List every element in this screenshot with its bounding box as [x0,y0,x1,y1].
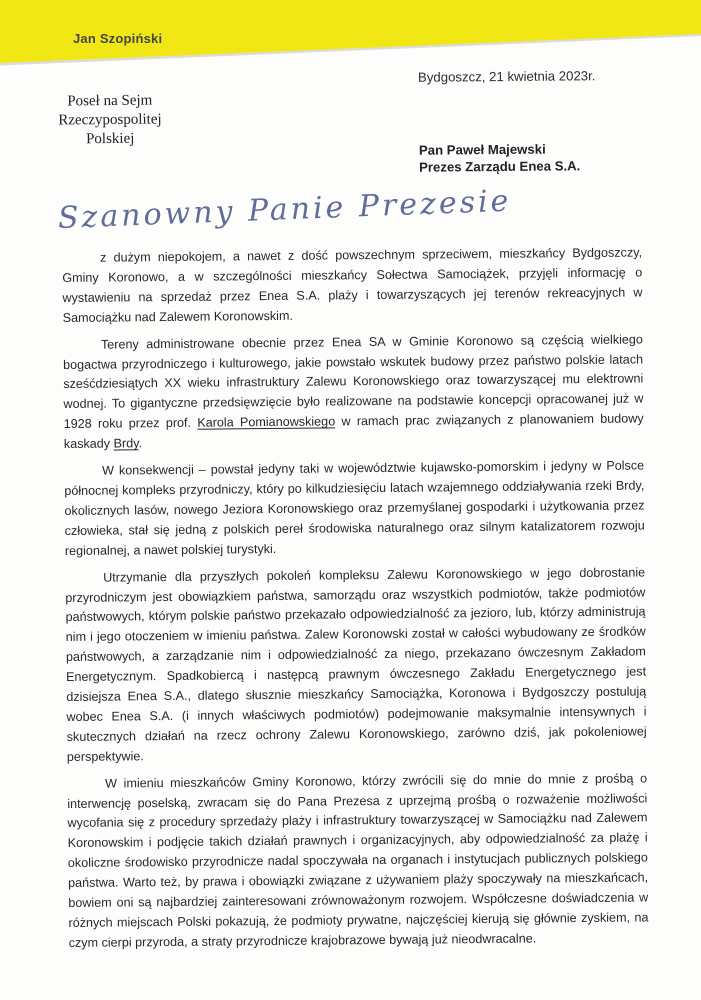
recipient-title: Prezes Zarządu Enea S.A. [419,157,581,175]
paragraph-1 [62,243,643,328]
underlined-word-brdy: Brdy [113,436,139,451]
paragraph-1-text: z dużym niepokojem, a nawet z dość powszechnym sprzeciwem, mieszkańcy Bydgoszczy, Gminy Koronowo, a w szczególności mieszkańcy Sołectwa Samociążek, przyjęli informację o wystawieniu na sprzedaż przez Enea S.A. plaży i towarzyszących jej terenów rekreacyjnych w Samociążku nad Zalewem Koronowskim. [62,245,643,325]
handwritten-salutation: Szanowny Panie Prezesie [57,183,512,236]
letter-body [62,243,649,960]
paragraph-5 [67,769,649,954]
sender-title-line1: Poseł na Sejm [67,92,153,110]
paragraph-3 [64,456,645,561]
paragraph-2 [63,330,644,455]
sender-title-line2: Rzeczypospolitej Polskiej [58,111,162,148]
paragraph-2-text: Tereny administrowane obecnie przez Enea SA w Gminie Koronowo są częścią wielkiego bogactwa przyrodniczego i kulturowego, jakie powstało wskutek budowy przez państwo polskie latach sześćdziesiątych XX wieku infrastruktury Zalewu Koronowskiego oraz towarzyszącej mu elektrowni wodnej. To gigantyczne przedsięwzięcie było realizowane na podstawie koncepcji opracowanej już w 1928 roku przez prof. [63,332,644,432]
paragraph-2-period: . [138,436,143,451]
letterhead-sender-name: Jan Szopiński [73,31,163,46]
paragraph-4-text: Utrzymanie dla przyszłych pokoleń kompleksu Zalewu Koronowskiego w jego dobrostanie przyrodniczym jest obowiązkiem państwa, samorządu oraz wszystkich podmiotów, także podmiotów państwowych, którym polskie państwo przekazało odpowiedzialność za jezioro, lub, którzy administrują nim i jego otoczeniem w imieniu państwa. Zalew Koronowski został w całości wybudowany ze środków państwowych, a zarządzanie nim i odpowiedzialność za niego, przekazano ówczesnym Zakładom Energetycznym. Spadkobiercą i następcą prawnym ówczesnego Zakładu Energetycznego jest dzisiejsza Enea S.A., dlatego słusznie mieszkańcy Samociążka, Koronowa i Bydgoszczy postulują wobec Enea S.A. (i innych właściwych podmiotów) podejmowanie maksymalnie intensywnych i skutecznych działań na rzecz ochrony Zalewu Koronowskiego, zarówno dziś, jak pokoleniowej perspektywie. [65,565,647,764]
underlined-name-karol-pomianowski: Karola Pomianowskiego [197,414,336,430]
recipient-block [419,141,581,175]
paragraph-3-text: W konsekwencji – powstał jedyny taki w województwie kujawsko-pomorskim i jedyny w Polsce północnej kompleks przyrodniczy, który po kilkudziesięciu latach wzajemnego oddziaływania rzeki Brdy, okolicznych lasów, nowego Jeziora Koronowskiego oraz przemyślanej gospodarki i użytkowania przez człowieka, stał się jedną z polskich pereł środowiska naturalnego oraz silnym katalizatorem rozwoju regionalnej, a nawet polskiej turystyki. [64,458,645,558]
recipient-name: Pan Paweł Majewski [418,141,546,158]
paragraph-2-text-cont: w ramach prac związanych z planowaniem budowy kaskady [63,411,644,452]
place-and-date: Bydgoszcz, 21 kwietnia 2023r. [417,68,596,85]
paragraph-4 [65,563,647,768]
paragraph-5-text: W imieniu mieszkańców Gminy Koronowo, którzy zwrócili się do mnie do mnie z prośbą o interwencję poselską, zwracam się do Pana Prezesa z uprzejmą prośbą o rozważenie możliwości wycofania się z procedury sprzedaży plaży i infrastruktury towarzyszącej w Samociążku nad Zalewem Koronowskim i podjęcie takich działań prawnych i organizacyjnych, aby odpowiedzialność za plażę i okoliczne środowisko przyrodnicze nadal spoczywała na organach i instytucjach publicznych polskiego państwa. Warto też, by prawa i obowiązki związane z używaniem plaży spoczywały na mieszkańcach, bowiem oni są najbardziej zainteresowani zrównoważonym rozwojem. Współczesne doświadczenia w różnych miejscach Polski pokazują, że podmioty prywatne, najczęściej kierują się głównie zyskiem, na czym cierpi przyroda, a straty przyrodnicze krajobrazowe bywają już nieodwracalne. [67,771,649,950]
sender-title-block [33,91,188,150]
